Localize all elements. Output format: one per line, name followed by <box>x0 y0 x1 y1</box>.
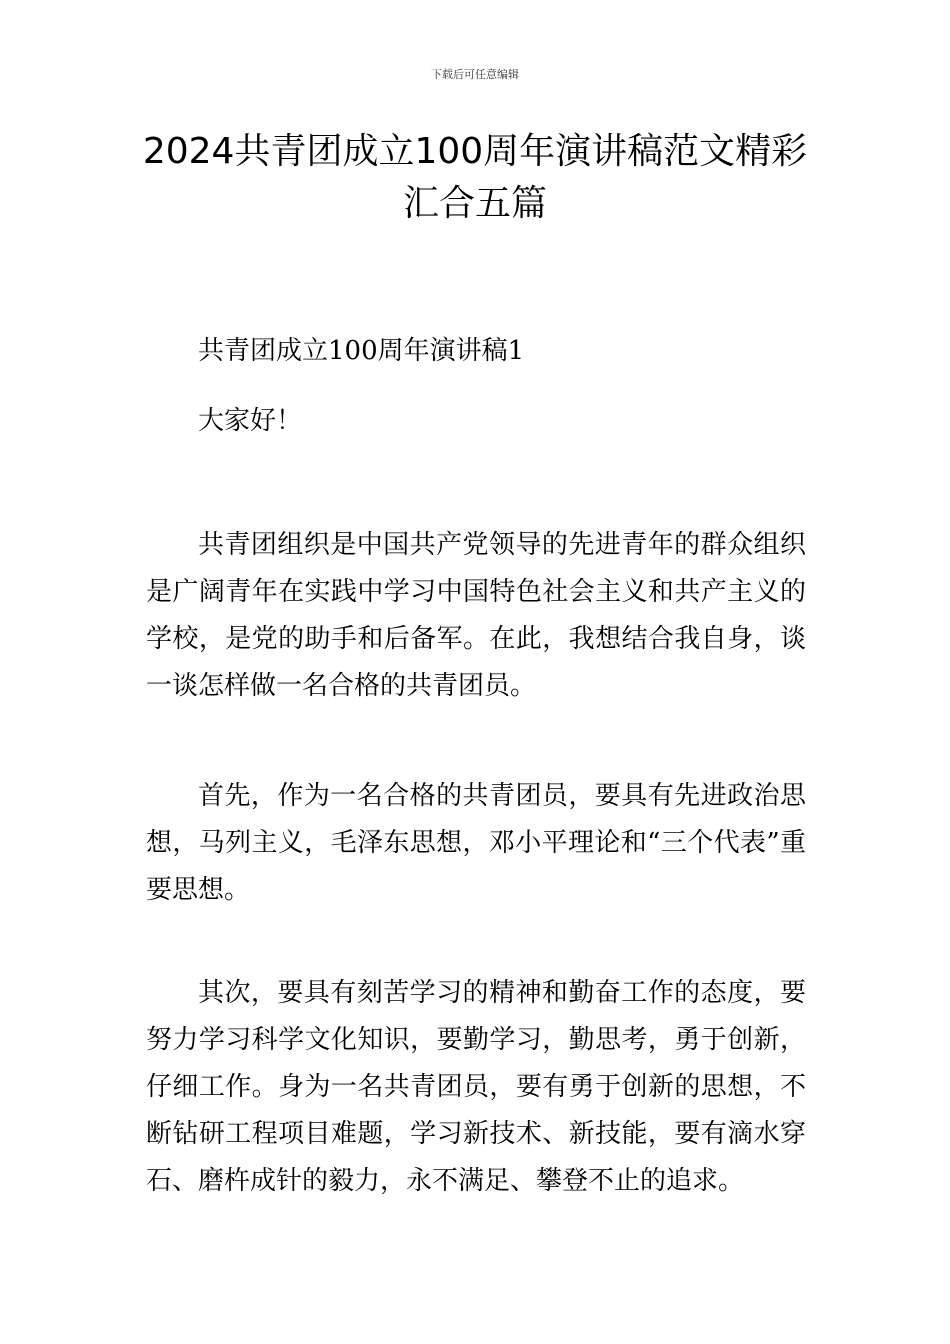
section-subtitle: 共青团成立100周年演讲稿1 <box>198 336 525 366</box>
paragraph-2: 首先，作为一名合格的共青团员，要具有先进政治思想，马列主义，毛泽东思想，邓小平理论和“三个代表”重要思想。 <box>146 781 806 905</box>
paragraph-3: 其次，要具有刻苦学习的精神和勤奋工作的态度，要努力学习科学文化知识，要勤学习，勤思考，勇于创新，仔细工作。身为一名共青团员，要有勇于创新的思想，不断钻研工程项目难题，学习新技术、新技能，要有滴水穿石、磨杵成针的毅力，永不满足、攀登不止的追求。 <box>146 978 806 1196</box>
document-title: 2024共青团成立100周年演讲稿范文精彩汇合五篇 <box>142 131 808 224</box>
paragraph-1: 共青团组织是中国共产党领导的先进青年的群众组织是广阔青年在实践中学习中国特色社会主义和共产主义的学校，是党的助手和后备军。在此，我想结合我自身，谈一谈怎样做一名合格的共青团员。 <box>146 530 806 701</box>
header-note: 下载后可任意编辑 <box>431 68 519 81</box>
greeting: 大家好！ <box>198 406 303 436</box>
